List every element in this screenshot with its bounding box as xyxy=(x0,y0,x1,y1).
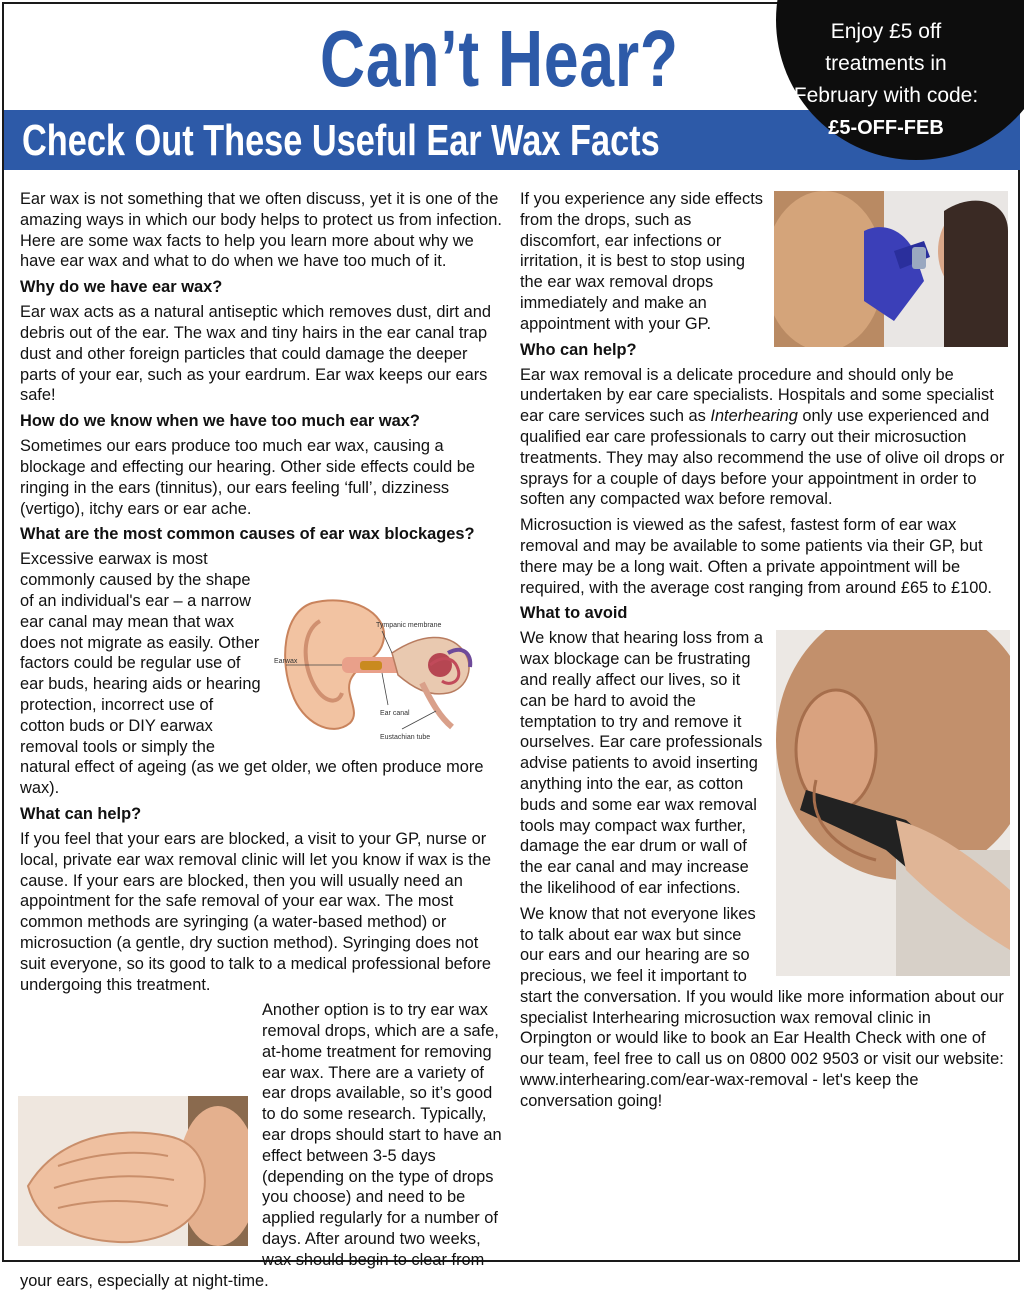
left-column xyxy=(20,189,504,1296)
who-can-help-text-b: only use experienced and qualified ear care professionals to carry out their microsuction treatments. They may also recommend the use of olive oil drops or sprays for a couple of days before your appointment in order to soften any compacted wax before removal. xyxy=(520,407,1005,509)
paragraph-who-can-help xyxy=(520,365,1006,511)
heading-what-can-help: What can help? xyxy=(20,804,142,823)
right-column xyxy=(520,189,1006,1117)
paragraph-closing: We know that not everyone likes to talk about ear wax but since our ears and our hearing are so precious, we feel it important to start the conversation. If you would like more information about our specialist Interhearing microsuction wax removal clinic in Orpington or would like to book an Ear Health Check with one of our team, feel free to call us on 0800 002 9503 or visit our website: www.interhearing.com/ear-wax-removal - let's keep the conversation going! xyxy=(520,904,1004,1110)
paragraph-what-can-help: If you feel that your ears are blocked, a visit to your GP, nurse or local, private ear wax removal clinic will let you know if wax is the cause. If your ears are blocked, then you will usually need an appointment for the safe removal of your ear wax. The most common methods are syringing (a water-based method) or microsuction (a gentle, dry suction method). Syringing does not suit everyone, so its good to talk to a medical professional before undergoing this treatment. xyxy=(20,829,492,994)
promo-text xyxy=(786,16,986,144)
paragraph-why-ear-wax: Ear wax acts as a natural antiseptic which removes dust, dirt and debris out of the ear. The wax and tiny hairs in the ear canal trap dust and other foreign particles that could damage the deeper parts of your ear, such as your eardrum. Ear wax keeps our ears safe! xyxy=(20,303,491,405)
heading-what-to-avoid: What to avoid xyxy=(520,604,628,623)
promo-line-2: treatments in xyxy=(825,52,947,75)
label-tympanic-membrane: Tympanic membrane xyxy=(376,622,442,630)
label-eustachian-tube: Eustachian tube xyxy=(380,734,431,742)
intro-paragraph: Ear wax is not something that we often discuss, yet it is one of the amazing ways in which our body helps to protect us from infection. Here are some wax facts to help you learn more about why we have ear wax and what to do when we have too much of it. xyxy=(20,190,502,271)
paragraph-too-much-wax: Sometimes our ears produce too much ear wax, causing a blockage and effecting our hearing. Other side effects could be ringing in the ears (tinnitus), our ears feeling ‘full’, dizziness (vertigo), itchy ears or ear ache. xyxy=(20,437,475,518)
page-title: Can’t Hear? xyxy=(320,14,679,103)
paragraph-ear-drops: Another option is to try ear wax removal drops, which are a safe, at-home treatment for removing ear wax. There are a variety of ear drops available, so it’s good to do some research. Typically, ear drops should start to have an effect between 3-5 days (depending on the type of drops you choose) and need to be applied regularly for a number of days. After around two weeks, wax should begin to clear from your ears, especially at night-time. xyxy=(20,1001,502,1290)
heading-too-much-wax: How do we know when we have too much ear wax? xyxy=(20,412,420,431)
promo-code: £5-OFF-FEB xyxy=(828,117,944,139)
banner-subtitle: Check Out These Useful Ear Wax Facts xyxy=(22,116,660,165)
paragraph-side-effects: If you experience any side effects from the drops, such as discomfort, ear infections or irritation, it is best to stop using the ear wax removal drops immediately and make an appointment with your GP. xyxy=(520,190,763,333)
ear-drops-photo xyxy=(774,191,1008,347)
paragraph-what-to-avoid: We know that hearing loss from a wax blockage can be frustrating and really affect our lives, so it can be hard to avoid the temptation to try and remove it ourselves. Ear care professionals advise patients to avoid inserting anything into the ear, as cotton buds and some ear wax removal tools may compact wax further, damage the ear drum or wall of the ear canal and may increase the likelihood of ear infections. xyxy=(520,629,763,897)
otoscope-photo xyxy=(776,630,1010,976)
heading-why-ear-wax: Why do we have ear wax? xyxy=(20,278,223,297)
hand-to-ear-photo xyxy=(18,1096,248,1246)
heading-who-can-help: Who can help? xyxy=(520,340,637,359)
ear-anatomy-diagram xyxy=(272,593,508,743)
promo-line-1: Enjoy £5 off xyxy=(830,20,942,43)
label-ear-canal: Ear canal xyxy=(380,710,410,718)
paragraph-microsuction: Microsuction is viewed as the safest, fastest form of ear wax removal and may be available to some patients via their GP, but there may be a long wait. Often a private appointment will be required, with the average cost ranging from around £65 to £100. xyxy=(520,516,992,597)
promo-line-3: February with code: xyxy=(793,84,979,107)
who-can-help-text-a: Ear wax removal is a delicate procedure and should only be undertaken by ear care specialists. Hospitals and some specialist ear care services such as xyxy=(520,365,994,426)
interhearing-name: Interhearing xyxy=(710,407,798,426)
heading-causes: What are the most common causes of ear wax blockages? xyxy=(20,525,475,544)
label-earwax: Earwax xyxy=(274,658,298,666)
paragraph-causes: Excessive earwax is most commonly caused by the shape of an individual's ear – a narrow ear canal may mean that wax does not migrate as easily. Other factors could be regular use of ear buds, hearing aids or hearing protection, incorrect use of cotton buds or DIY earwax removal tools or simply the natural effect of ageing (as we get older, we often produce more wax). xyxy=(20,550,484,798)
